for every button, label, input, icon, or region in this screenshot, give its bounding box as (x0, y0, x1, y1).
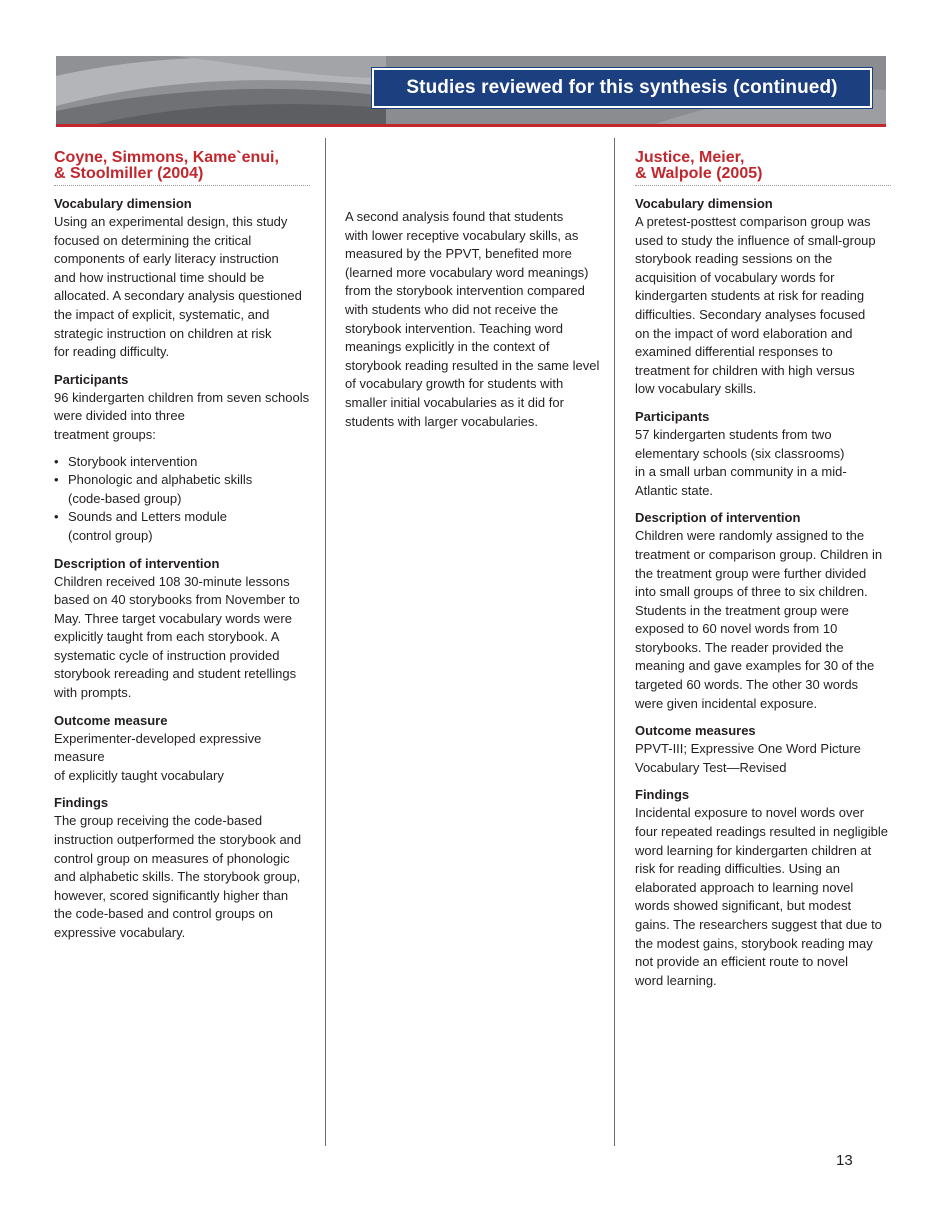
study-title-coyne (54, 150, 310, 186)
section-text-findings: Incidental exposure to novel words over four repeated readings resulted in negligible word learning for kindergarten children at risk for reading difficulties. Using an elaborated approach to learning novel words showed significant, but modest gains. The researchers suggest that due to the modest gains, storybook reading may not provide an efficient route to novel word learning. (635, 805, 888, 988)
study-title-line: & Stoolmiller (2004) (54, 165, 204, 182)
column-divider-right (614, 138, 615, 1146)
study-coyne-column (54, 150, 310, 943)
section-text-findings: The group receiving the code-based instruction outperformed the storybook and control group on measures of phonologic and alphabetic skills. The storybook group, however, scored significantly higher than the code-based and control groups on expressive vocabulary. (54, 813, 302, 940)
list-item: • Sounds and Letters module (control group) (54, 508, 310, 545)
section-text-intervention: Children were randomly assigned to the treatment or comparison group. Children in the treatment group were further divided into small groups of three to six children. Students in the treatment group were exposed to 60 novel words from 10 storybooks. The reader provided the meaning and gave examples for 30 of the targeted 60 words. The other 30 words were given incidental exposure. (635, 528, 883, 711)
section-text-outcome: PPVT-III; Expressive One Word Picture Vocabulary Test—Revised (635, 741, 861, 775)
section-text-vocabulary: A pretest-posttest comparison group was used to study the influence of small-group storybook reading sessions on the acquisition of vocabulary words for kindergarten students at risk for reading difficulties. Secondary analyses focused on the impact of word elaboration and examined differential responses to treatment for children with high versus low vocabulary skills. (635, 214, 876, 397)
section-heading-intervention: Description of intervention (635, 510, 801, 526)
page-title: Studies reviewed for this synthesis (continued) (372, 68, 872, 108)
continued-findings-text: A second analysis found that students with lower receptive vocabulary skills, as measured by the PPVT, benefited more (learned more vocabulary word meanings) from the storybook intervention compared with students who did not receive the storybook intervention. Teaching word meanings explicitly in the context of storybook reading resulted in the same level of vocabulary growth for students with smaller initial vocabularies as it did for students with larger vocabularies. (345, 209, 600, 429)
section-text-intervention: Children received 108 30-minute lessons based on 40 storybooks from November to May. Three target vocabulary words were explicitly taught from each storybook. A systematic cycle of instruction provided storybook rereading and student retellings with prompts. (54, 573, 300, 701)
study-justice-column (635, 150, 891, 990)
section-heading-participants: Participants (54, 371, 129, 387)
study-title-justice (635, 150, 891, 186)
study-title-line: & Walpole (2005) (635, 165, 763, 182)
section-heading-findings: Findings (635, 787, 690, 803)
treatment-group-list (54, 453, 310, 546)
study-title-line: Justice, Meier, (635, 149, 745, 166)
section-heading-vocabulary: Vocabulary dimension (54, 196, 192, 211)
section-text-participants: 57 kindergarten students from two elementary schools (six classrooms) in a small urban community in a mid- Atlantic state. (635, 426, 847, 498)
study-coyne-continued-column (345, 208, 600, 431)
section-text-participants: 96 kindergarten children from seven schools were divided into three treatment groups: (54, 389, 310, 442)
section-heading-participants: Participants (635, 408, 710, 424)
section-text-vocabulary: Using an experimental design, this study focused on determining the critical components of early literacy instruction and how instructional time should be allocated. A secondary analysis questioned the impact of explicit, systematic, and strategic instruction on children at risk for reading difficulty. (54, 214, 302, 360)
section-heading-outcome: Outcome measures (635, 723, 756, 739)
section-heading-outcome: Outcome measure (54, 712, 168, 728)
page-number: 13 (836, 1152, 853, 1169)
column-divider-left (325, 138, 326, 1146)
banner-rule (56, 124, 886, 127)
section-text-outcome: Experimenter-developed expressive measure of explicitly taught vocabulary (54, 730, 262, 783)
list-item: • Storybook intervention (54, 453, 310, 472)
study-title-line: Coyne, Simmons, Kame`enui, (54, 149, 279, 166)
list-item: • Phonologic and alphabetic skills (code-based group) (54, 471, 310, 508)
section-heading-vocabulary: Vocabulary dimension (635, 196, 773, 211)
section-heading-intervention: Description of intervention (54, 555, 220, 571)
section-heading-findings: Findings (54, 795, 109, 811)
